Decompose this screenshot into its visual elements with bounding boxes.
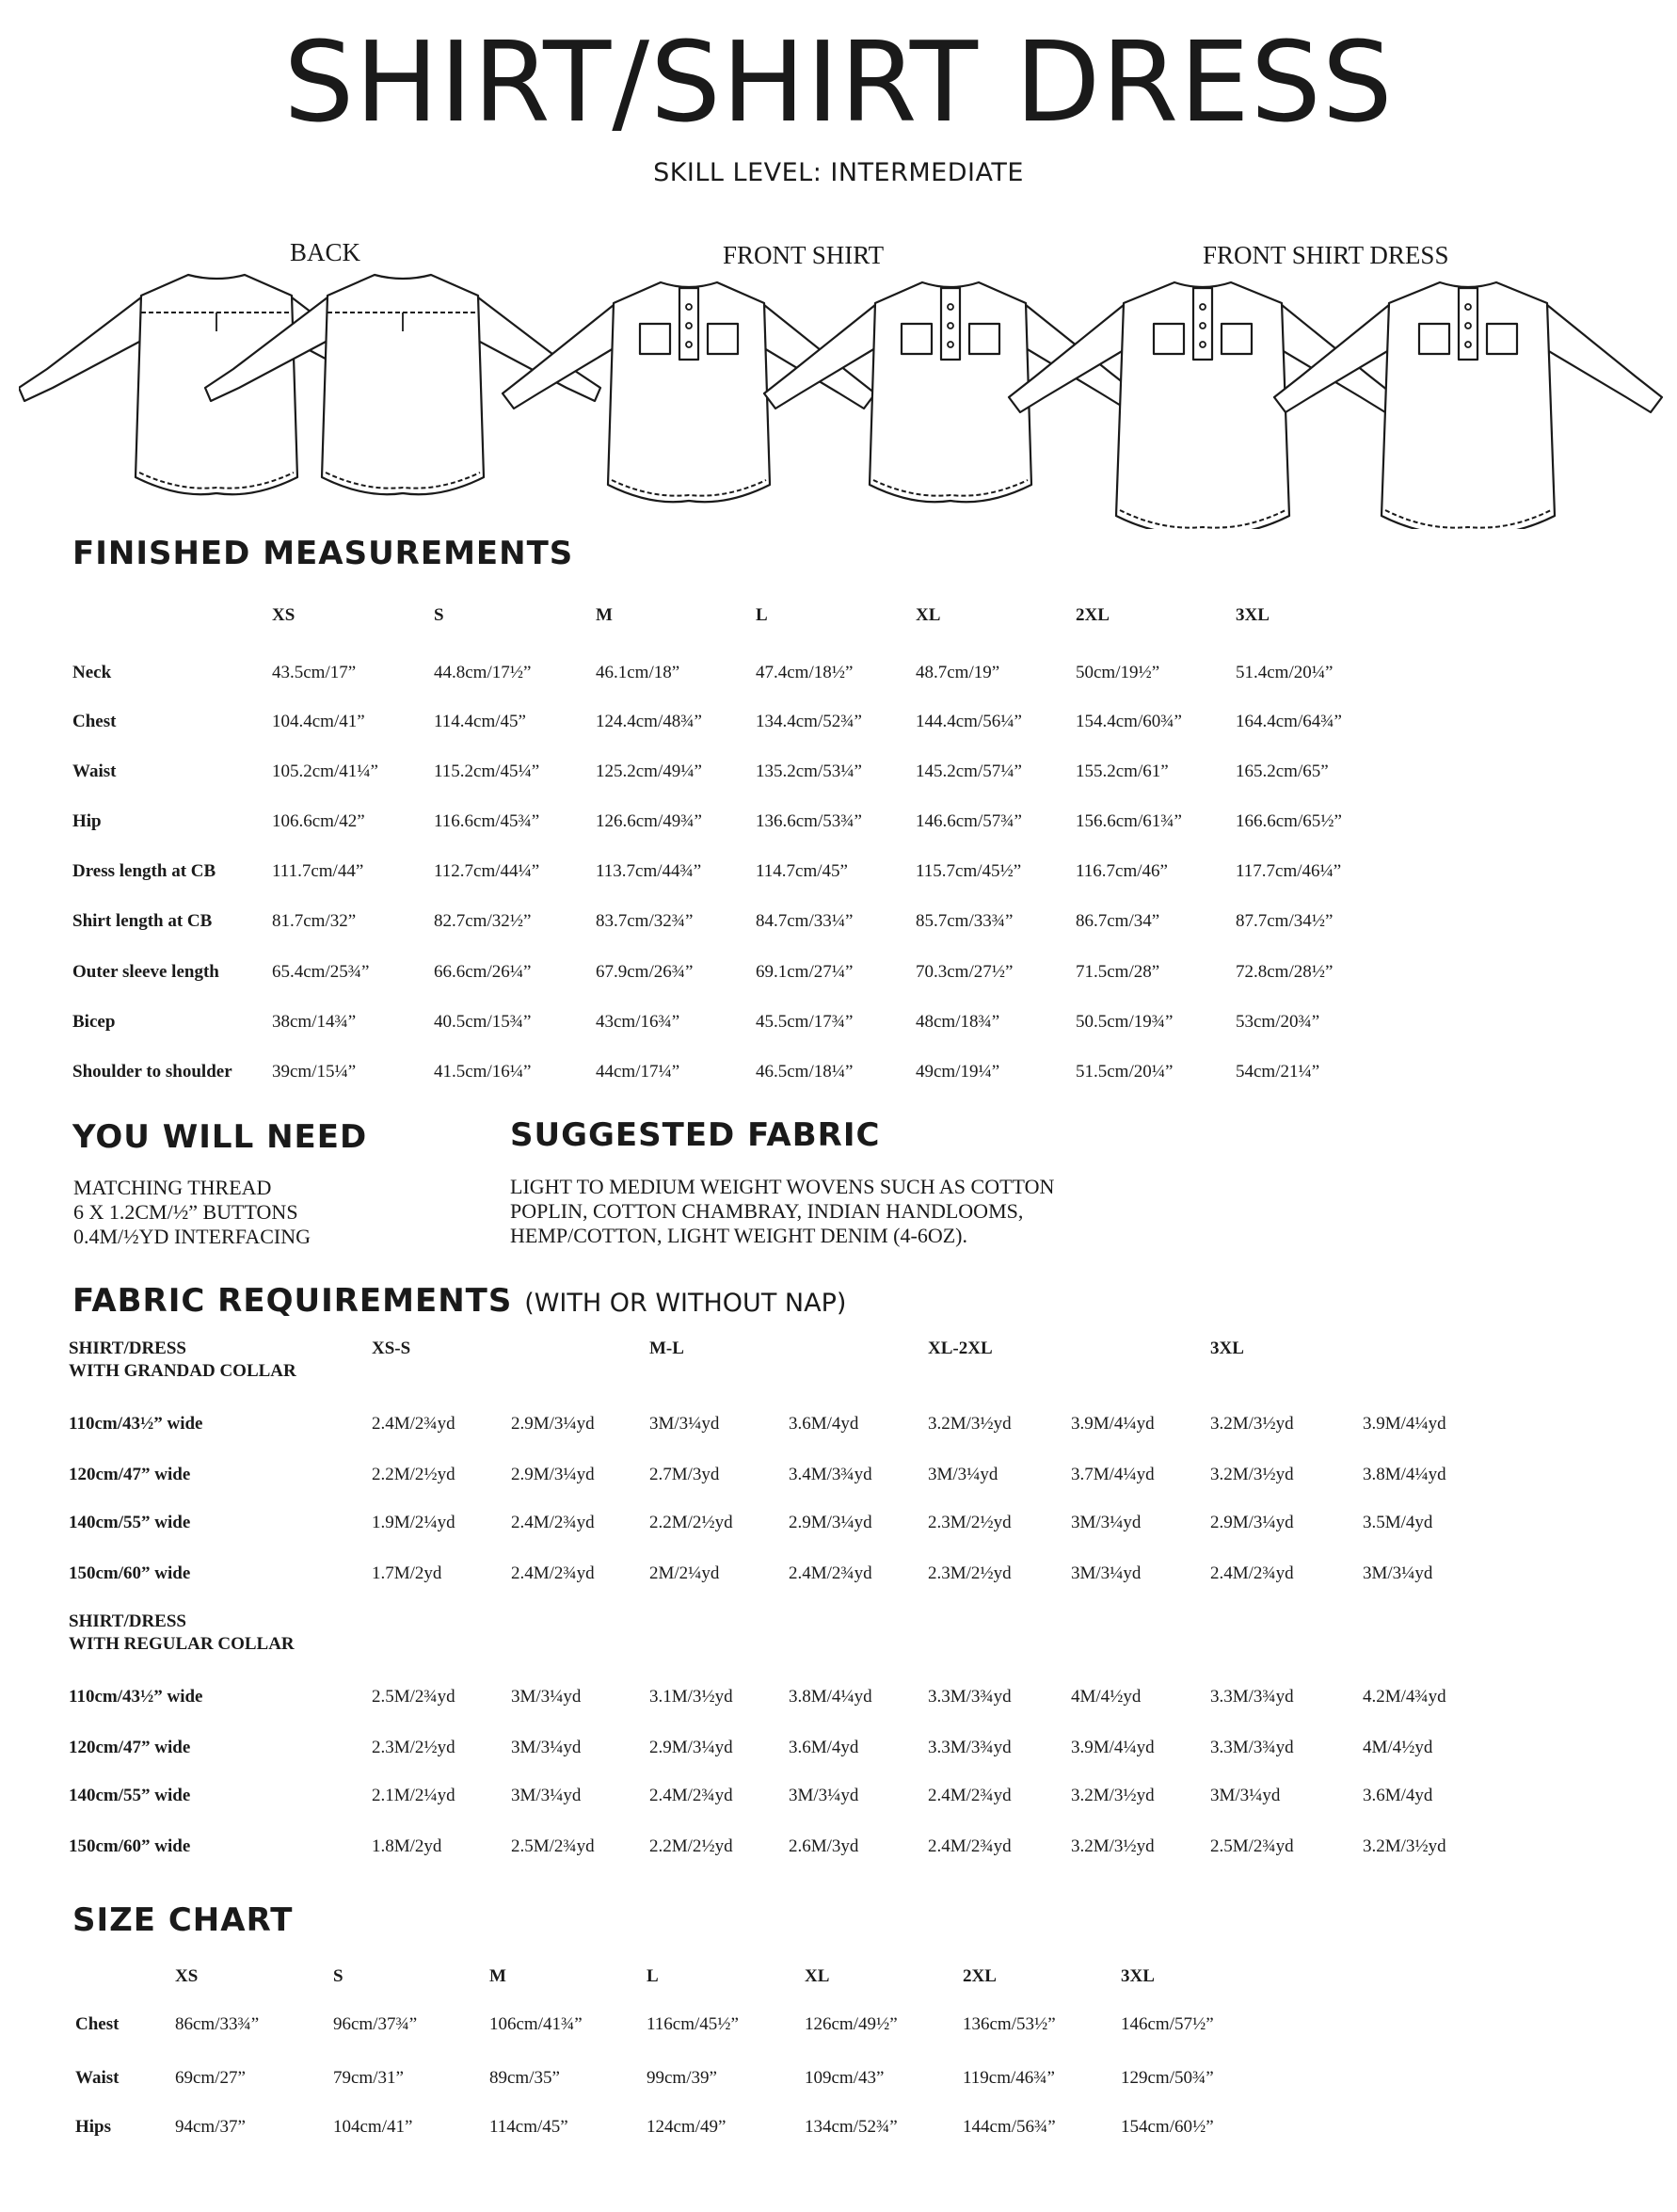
yardage-value: 3M/3¼yd [1071,1563,1142,1583]
size-group-header: XS-S [372,1338,411,1358]
size-chart-value: 144cm/56¾” [963,2117,1056,2137]
measurement-value: 72.8cm/28½” [1236,961,1334,982]
size-chart-value: 119cm/46¾” [963,2068,1055,2088]
yardage-value: 2.3M/2½yd [928,1563,1012,1583]
measurement-label: Waist [72,761,117,781]
size-header: L [756,605,768,625]
yardage-value: 3.8M/4¼yd [789,1687,872,1707]
yardage-value: 2.2M/2½yd [649,1836,733,1856]
yardage-value: 2.9M/3¼yd [789,1513,872,1532]
measurement-value: 144.4cm/56¼” [916,711,1022,731]
yardage-value: 2.4M/2¾yd [649,1786,733,1805]
fabric-line: POPLIN, COTTON CHAMBRAY, INDIAN HANDLOOMS, [510,1199,1024,1223]
size-chart-label: Waist [75,2068,120,2088]
label-front-shirt-dress: FRONT SHIRT DRESS [1203,241,1449,269]
measurement-value: 69.1cm/27¼” [756,961,854,982]
size-chart-value: 114cm/45” [489,2117,568,2137]
section-label: SHIRT/DRESS [69,1611,186,1631]
size-header: L [647,1966,659,1986]
table-row [72,847,1396,897]
list-item: 6 X 1.2CM/½” BUTTONS [73,1200,298,1224]
finished-measurements-body [72,649,1396,1098]
yardage-value: 3M/3¼yd [1210,1786,1281,1805]
measurement-value: 87.7cm/34½” [1236,911,1334,932]
measurement-label: Dress length at CB [72,861,216,882]
table-header-row [72,595,1396,636]
dress-front-illustration-1 [1009,282,1397,529]
yardage-value: 3M/3¼yd [511,1687,582,1707]
yardage-value: 2.4M/2¾yd [511,1513,595,1532]
measurement-value: 135.2cm/53¼” [756,761,862,781]
measurement-value: 114.7cm/45” [756,861,848,882]
yardage-value: 3.8M/4¼yd [1363,1465,1446,1484]
size-header: XS [272,605,295,625]
size-chart-value: 134cm/52¾” [805,2117,898,2137]
measurement-value: 116.6cm/45¾” [434,810,540,831]
size-chart-value: 96cm/37¾” [333,2014,418,2034]
yardage-value: 2.6M/3yd [789,1836,859,1856]
measurement-value: 165.2cm/65” [1236,761,1329,781]
yardage-value: 3.2M/3½yd [928,1414,1012,1434]
measurement-value: 115.7cm/45½” [916,861,1022,882]
width-label: 120cm/47” wide [69,1738,191,1757]
measurement-value: 111.7cm/44” [272,861,364,882]
width-label: 150cm/60” wide [69,1836,191,1856]
size-chart-value: 89cm/35” [489,2068,560,2088]
measurement-value: 146.6cm/57¾” [916,810,1022,831]
size-header: S [333,1966,343,1986]
yardage-value: 1.9M/2¼yd [372,1513,455,1532]
finished-measurements-table [72,595,1396,646]
shirt-front-illustration-1 [503,282,875,502]
yardage-value: 3.2M/3½yd [1071,1786,1155,1805]
size-header: 3XL [1121,1966,1155,1986]
measurement-value: 39cm/15¼” [272,1061,357,1082]
measurement-value: 65.4cm/25¾” [272,961,370,982]
label-front-shirt: FRONT SHIRT [723,241,885,269]
yardage-value: 3M/3¼yd [511,1786,582,1805]
yardage-value: 3.6M/4yd [789,1738,859,1757]
table-row [72,746,1396,796]
measurement-label: Shoulder to shoulder [72,1061,232,1082]
measurement-value: 117.7cm/46¼” [1236,861,1342,882]
measurement-value: 51.4cm/20¼” [1236,663,1334,682]
yardage-value: 2.2M/2½yd [649,1513,733,1532]
yardage-value: 1.8M/2yd [372,1836,442,1856]
size-chart-value: 126cm/49½” [805,2014,898,2034]
label-back: BACK [290,238,361,266]
yardage-value: 3.2M/3½yd [1363,1836,1446,1856]
yardage-value: 3.2M/3½yd [1071,1836,1155,1856]
size-chart-value: 104cm/41” [333,2117,413,2137]
measurement-value: 49cm/19¼” [916,1061,1000,1082]
measurement-label: Shirt length at CB [72,911,213,932]
list-item: 0.4M/½YD INTERFACING [73,1225,311,1248]
yardage-value: 3M/3¼yd [511,1738,582,1757]
table-row [72,947,1396,997]
width-label: 110cm/43½” wide [69,1687,203,1707]
size-header: 2XL [963,1966,997,1986]
size-chart-value: 116cm/45½” [647,2014,739,2034]
yardage-value: 2.9M/3¼yd [1210,1513,1294,1532]
measurement-value: 54cm/21¼” [1236,1061,1320,1082]
measurement-value: 104.4cm/41” [272,711,365,731]
size-header: XL [805,1966,830,1986]
table-row [72,697,1396,746]
measurement-value: 67.9cm/26¾” [596,961,694,982]
page-title: SHIRT/SHIRT DRESS [283,17,1394,147]
table-row [72,796,1396,846]
yardage-value: 3M/3¼yd [649,1414,720,1434]
yardage-value: 2.4M/2¾yd [789,1563,872,1583]
shirt-front-illustration-2 [764,282,1137,502]
section-label: WITH REGULAR COLLAR [69,1634,295,1654]
measurement-value: 85.7cm/33¾” [916,911,1014,932]
table-row [75,2054,1279,2103]
section-label: SHIRT/DRESS [69,1338,186,1358]
measurement-label: Neck [72,663,112,682]
measurement-value: 155.2cm/61” [1076,761,1169,781]
measurement-value: 164.4cm/64¾” [1236,711,1342,731]
measurement-value: 47.4cm/18½” [756,663,854,682]
size-chart-value: 109cm/43” [805,2068,885,2088]
measurement-value: 112.7cm/44¼” [434,861,540,882]
fabric-line: LIGHT TO MEDIUM WEIGHT WOVENS SUCH AS COTTON [510,1175,1055,1198]
yardage-value: 3.3M/3¾yd [928,1738,1012,1757]
measurement-value: 115.2cm/45¼” [434,761,540,781]
size-chart-value: 146cm/57½” [1121,2014,1214,2034]
size-chart-value: 79cm/31” [333,2068,404,2088]
measurement-value: 38cm/14¾” [272,1011,357,1032]
measurement-value: 82.7cm/32½” [434,911,532,932]
yardage-value: 3.5M/4yd [1363,1513,1433,1532]
yardage-value: 3.2M/3½yd [1210,1414,1294,1434]
yardage-value: 2.9M/3¼yd [511,1465,595,1484]
measurement-value: 71.5cm/28” [1076,961,1160,982]
yardage-value: 1.7M/2yd [372,1563,442,1583]
yardage-value: 2.5M/2¾yd [511,1836,595,1856]
size-chart-value: 69cm/27” [175,2068,246,2088]
size-header: 3XL [1236,605,1270,625]
measurement-value: 126.6cm/49¾” [596,810,702,831]
measurement-value: 66.6cm/26¼” [434,961,532,982]
yardage-value: 2.3M/2½yd [928,1513,1012,1532]
measurement-value: 154.4cm/60¾” [1076,711,1182,731]
header-blank [72,595,272,636]
yardage-value: 2.9M/3¼yd [511,1414,595,1434]
size-chart-table [75,1958,1279,2152]
measurement-value: 83.7cm/32¾” [596,911,694,932]
yardage-value: 2.7M/3yd [649,1465,720,1484]
measurement-value: 134.4cm/52¾” [756,711,862,731]
width-label: 110cm/43½” wide [69,1414,203,1434]
suggested-fabric-text [510,1175,1054,1248]
table-header-row [75,1958,1279,1996]
measurement-value: 45.5cm/17¾” [756,1011,854,1032]
table-row [72,649,1396,697]
yardage-value: 3.1M/3½yd [649,1687,733,1707]
fabric-requirements-heading [72,1282,846,1320]
width-label: 150cm/60” wide [69,1563,191,1583]
size-group-header: M-L [649,1338,684,1358]
yardage-value: 3.9M/4¼yd [1071,1414,1155,1434]
measurement-value: 84.7cm/33¼” [756,911,854,932]
size-chart-heading: SIZE CHART [72,1901,294,1939]
finished-measurements-heading: FINISHED MEASUREMENTS [72,535,574,572]
measurement-value: 50cm/19½” [1076,663,1160,682]
measurement-value: 44.8cm/17½” [434,663,532,682]
size-header: S [434,605,444,625]
measurement-value: 51.5cm/20¼” [1076,1061,1174,1082]
size-chart-value: 129cm/50¾” [1121,2068,1214,2088]
measurement-value: 40.5cm/15¾” [434,1011,532,1032]
measurement-value: 46.1cm/18” [596,663,680,682]
measurement-value: 48cm/18¾” [916,1011,1000,1032]
yardage-value: 2.9M/3¼yd [649,1738,733,1757]
yardage-value: 2.4M/2¾yd [372,1414,455,1434]
measurement-value: 46.5cm/18¼” [756,1061,854,1082]
size-chart-label: Chest [75,2014,120,2034]
measurement-value: 114.4cm/45” [434,711,526,731]
size-header: 2XL [1076,605,1110,625]
size-chart-value: 154cm/60½” [1121,2117,1214,2137]
measurement-value: 43cm/16¾” [596,1011,680,1032]
width-label: 120cm/47” wide [69,1465,191,1484]
measurement-label: Chest [72,711,117,731]
fabric-requirements-subtitle: (WITH OR WITHOUT NAP) [524,1289,847,1318]
section-label: WITH GRANDAD COLLAR [69,1361,296,1381]
dress-front-illustration-2 [1274,282,1662,529]
table-row [72,897,1396,947]
yardage-value: 3M/3¼yd [1071,1513,1142,1532]
yardage-value: 3.2M/3½yd [1210,1465,1294,1484]
garment-illustrations [19,265,1666,529]
list-item: MATCHING THREAD [73,1176,272,1199]
size-chart-label: Hips [75,2117,112,2137]
measurement-value: 106.6cm/42” [272,810,365,831]
fabric-line: HEMP/COTTON, LIGHT WEIGHT DENIM (4-6OZ). [510,1224,967,1247]
yardage-value: 3M/3¼yd [789,1786,859,1805]
measurement-value: 70.3cm/27½” [916,961,1014,982]
yardage-value: 3M/3¼yd [928,1465,998,1484]
size-header: M [596,605,613,625]
measurement-value: 156.6cm/61¾” [1076,810,1182,831]
size-chart-value: 94cm/37” [175,2117,246,2137]
measurement-value: 43.5cm/17” [272,663,357,682]
measurement-value: 113.7cm/44¾” [596,861,702,882]
size-header: XL [916,605,941,625]
yardage-value: 3.6M/4yd [1363,1786,1433,1805]
yardage-value: 2.2M/2½yd [372,1465,455,1484]
measurement-value: 166.6cm/65½” [1236,810,1342,831]
measurement-value: 86.7cm/34” [1076,911,1160,932]
size-chart-value: 86cm/33¾” [175,2014,260,2034]
yardage-value: 3.3M/3¾yd [1210,1687,1294,1707]
yardage-value: 2.4M/2¾yd [1210,1563,1294,1583]
measurement-value: 44cm/17¼” [596,1061,680,1082]
measurement-value: 105.2cm/41¼” [272,761,378,781]
yardage-value: 4M/4½yd [1363,1738,1433,1757]
measurement-label: Bicep [72,1011,116,1032]
measurement-value: 48.7cm/19” [916,663,1000,682]
size-header: M [489,1966,506,1986]
header-blank [75,1958,175,1996]
suggested-fabric-heading: SUGGESTED FABRIC [510,1116,881,1154]
width-label: 140cm/55” wide [69,1513,191,1532]
yardage-value: 3.6M/4yd [789,1414,859,1434]
size-group-header: XL-2XL [928,1338,993,1358]
table-row [72,997,1396,1047]
measurement-label: Hip [72,810,102,831]
measurement-value: 53cm/20¾” [1236,1011,1320,1032]
size-chart-value: 124cm/49” [647,2117,727,2137]
measurement-value: 145.2cm/57¼” [916,761,1022,781]
measurement-value: 41.5cm/16¼” [434,1061,532,1082]
yardage-value: 3.3M/3¾yd [1210,1738,1294,1757]
measurement-value: 125.2cm/49¼” [596,761,702,781]
size-chart-value: 136cm/53½” [963,2014,1056,2034]
yardage-value: 3.4M/3¾yd [789,1465,872,1484]
measurement-value: 136.6cm/53¾” [756,810,862,831]
skill-level: SKILL LEVEL: INTERMEDIATE [653,158,1024,187]
measurement-value: 116.7cm/46” [1076,861,1168,882]
yardage-value: 3.9M/4¼yd [1071,1738,1155,1757]
measurement-value: 124.4cm/48¾” [596,711,702,731]
yardage-value: 4M/4½yd [1071,1687,1142,1707]
fabric-requirements-title: FABRIC REQUIREMENTS [72,1282,513,1320]
table-row [72,1047,1396,1097]
size-chart-value: 99cm/39” [647,2068,717,2088]
yardage-value: 2.1M/2¼yd [372,1786,455,1805]
yardage-value: 2.5M/2¾yd [1210,1836,1294,1856]
yardage-value: 3.9M/4¼yd [1363,1414,1446,1434]
table-row [75,1996,1279,2054]
yardage-value: 2.3M/2½yd [372,1738,455,1757]
size-header: XS [175,1966,199,1986]
size-chart-value: 106cm/41¾” [489,2014,583,2034]
yardage-value: 3.3M/3¾yd [928,1687,1012,1707]
yardage-value: 2.4M/2¾yd [928,1836,1012,1856]
measurement-value: 81.7cm/32” [272,911,357,932]
yardage-value: 3.7M/4¼yd [1071,1465,1155,1484]
measurement-label: Outer sleeve length [72,961,219,982]
yardage-value: 2.4M/2¾yd [928,1786,1012,1805]
you-will-need-list [73,1176,311,1249]
yardage-value: 2M/2¼yd [649,1563,720,1583]
yardage-value: 3M/3¼yd [1363,1563,1433,1583]
you-will-need-heading: YOU WILL NEED [72,1118,368,1156]
yardage-value: 2.4M/2¾yd [511,1563,595,1583]
table-row [75,2103,1279,2152]
yardage-value: 4.2M/4¾yd [1363,1687,1446,1707]
measurement-value: 50.5cm/19¾” [1076,1011,1174,1032]
size-group-header: 3XL [1210,1338,1244,1358]
width-label: 140cm/55” wide [69,1786,191,1805]
yardage-value: 2.5M/2¾yd [372,1687,455,1707]
